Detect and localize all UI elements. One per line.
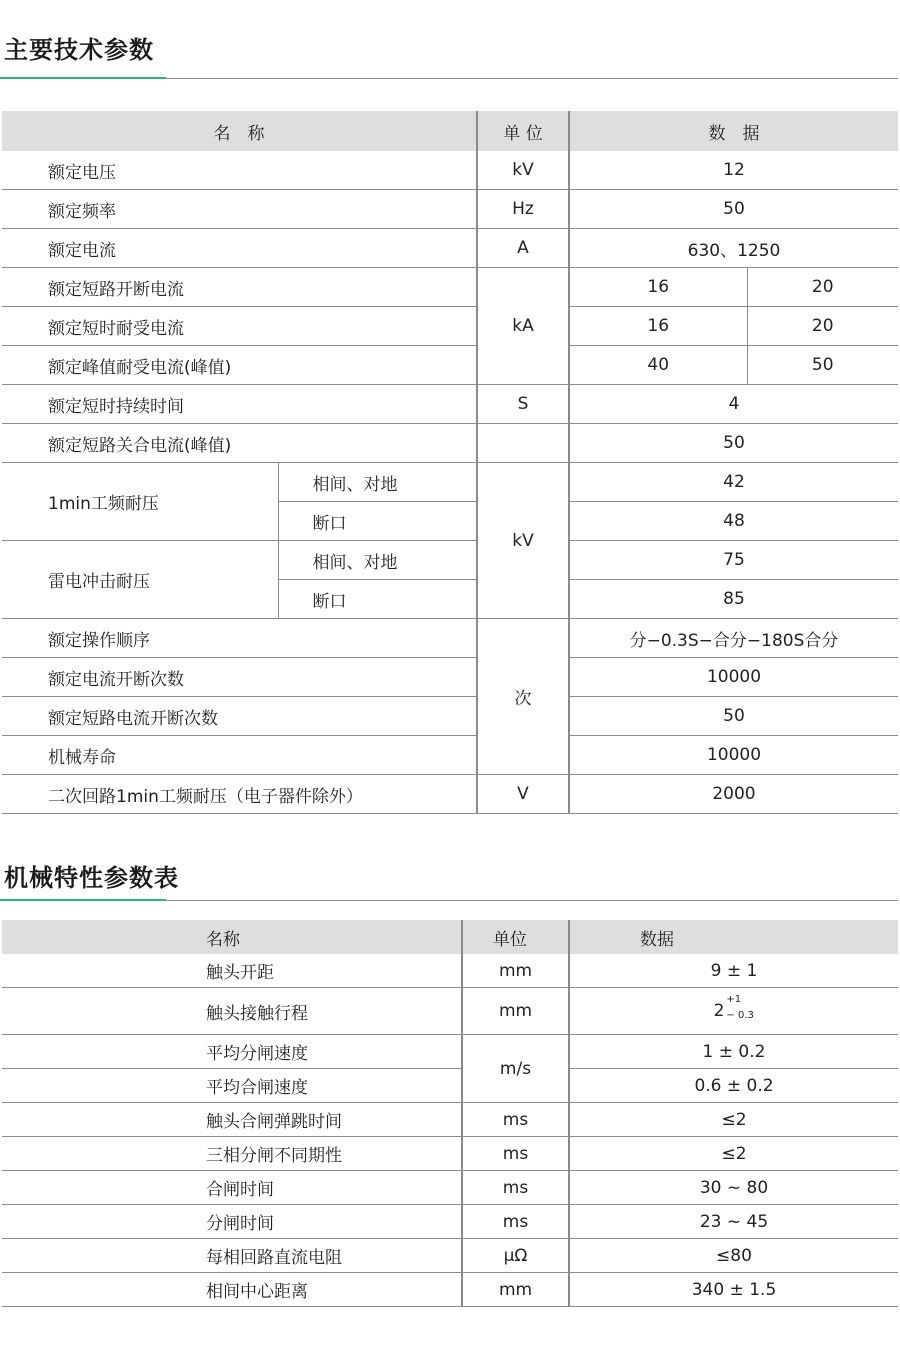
row-value: 50 <box>569 190 898 229</box>
table-row <box>2 385 898 424</box>
table-row <box>2 229 898 268</box>
row-value: 20 <box>747 307 898 346</box>
row-label: 触头开距 <box>2 954 462 988</box>
row-value: 4 <box>569 385 898 424</box>
row-value: ≤80 <box>569 1239 898 1273</box>
table-row <box>2 1103 898 1137</box>
row-value: 40 <box>569 346 747 385</box>
row-label: 触头接触行程 <box>2 988 462 1035</box>
header-name: 名 称 <box>2 111 477 151</box>
row-unit: ms <box>462 1137 569 1171</box>
table-header-row <box>2 920 898 954</box>
row-value: 2000 <box>569 775 898 814</box>
header-unit: 单 位 <box>477 111 569 151</box>
row-label: 额定短路电流开断次数 <box>2 697 477 736</box>
row-label: 额定电流开断次数 <box>2 658 477 697</box>
title-accent <box>0 77 166 79</box>
row-unit: S <box>477 385 569 424</box>
row-value: 23 ~ 45 <box>569 1205 898 1239</box>
row-value: 9 ± 1 <box>569 954 898 988</box>
row-value: 10000 <box>569 736 898 775</box>
row-value: 30 ~ 80 <box>569 1171 898 1205</box>
row-label: 相间中心距离 <box>2 1273 462 1307</box>
row-unit: A <box>477 229 569 268</box>
row-label: 额定短路关合电流(峰值) <box>2 424 477 463</box>
header-data: 数 据 <box>569 111 898 151</box>
row-value: 50 <box>747 346 898 385</box>
row-sublabel: 相间、对地 <box>278 463 477 502</box>
title-accent <box>0 899 166 901</box>
row-value: 630、1250 <box>569 229 898 268</box>
row-label: 1min工频耐压 <box>2 463 278 541</box>
table-row <box>2 1205 898 1239</box>
row-unit: mm <box>462 988 569 1035</box>
tolerance-lower: − 0.3 <box>726 1010 754 1021</box>
main-params-table <box>2 111 898 814</box>
row-value: 1 ± 0.2 <box>569 1035 898 1069</box>
row-unit: kV <box>477 463 569 619</box>
row-label: 额定频率 <box>2 190 477 229</box>
row-label: 平均分闸速度 <box>2 1035 462 1069</box>
table-row <box>2 988 898 1035</box>
row-sublabel: 断口 <box>278 580 477 619</box>
table-row <box>2 424 898 463</box>
table-row <box>2 1035 898 1069</box>
table-row <box>2 736 898 775</box>
row-unit: V <box>477 775 569 814</box>
table-row <box>2 463 898 502</box>
row-value: 50 <box>569 424 898 463</box>
row-unit: kA <box>477 268 569 385</box>
row-sublabel: 断口 <box>278 502 477 541</box>
table-row <box>2 307 898 346</box>
header-data: 数据 <box>569 920 898 954</box>
table-row <box>2 346 898 385</box>
row-label: 额定电流 <box>2 229 477 268</box>
table-row <box>2 541 898 580</box>
row-label: 雷电冲击耐压 <box>2 541 278 619</box>
row-value: 48 <box>569 502 898 541</box>
table-header-row <box>2 111 898 151</box>
row-value: 20 <box>747 268 898 307</box>
row-value <box>569 988 898 1035</box>
row-unit: ms <box>462 1205 569 1239</box>
row-label: 每相回路直流电阻 <box>2 1239 462 1273</box>
table-row <box>2 619 898 658</box>
row-unit: Hz <box>477 190 569 229</box>
row-unit <box>477 424 569 463</box>
row-unit: m/s <box>462 1035 569 1103</box>
row-value: 10000 <box>569 658 898 697</box>
tolerance <box>724 994 754 1021</box>
table-row <box>2 775 898 814</box>
row-unit: μΩ <box>462 1239 569 1273</box>
table-row <box>2 1273 898 1307</box>
table-row <box>2 1171 898 1205</box>
row-label: 三相分闸不同期性 <box>2 1137 462 1171</box>
row-value: ≤2 <box>569 1137 898 1171</box>
row-unit: ms <box>462 1103 569 1137</box>
table-row <box>2 190 898 229</box>
row-value: 42 <box>569 463 898 502</box>
header-unit: 单位 <box>462 920 569 954</box>
row-value: 85 <box>569 580 898 619</box>
row-unit: ms <box>462 1171 569 1205</box>
value-nominal: 2 <box>713 1001 725 1021</box>
table-row <box>2 1069 898 1103</box>
row-label: 额定短时耐受电流 <box>2 307 477 346</box>
row-label: 触头合闸弹跳时间 <box>2 1103 462 1137</box>
tolerance-upper: +1 <box>726 994 742 1005</box>
row-value: 16 <box>569 307 747 346</box>
row-value: 340 ± 1.5 <box>569 1273 898 1307</box>
table-row <box>2 658 898 697</box>
table-row <box>2 1137 898 1171</box>
row-value: 0.6 ± 0.2 <box>569 1069 898 1103</box>
mech-params-title: 机械特性参数表 <box>4 864 179 892</box>
row-value: 16 <box>569 268 747 307</box>
row-label: 额定短时持续时间 <box>2 385 477 424</box>
row-value: ≤2 <box>569 1103 898 1137</box>
row-unit: 次 <box>477 619 569 775</box>
table-row <box>2 1239 898 1273</box>
table-row <box>2 151 898 190</box>
row-value: 75 <box>569 541 898 580</box>
row-label: 合闸时间 <box>2 1171 462 1205</box>
row-label: 分闸时间 <box>2 1205 462 1239</box>
row-label: 额定操作顺序 <box>2 619 477 658</box>
row-value: 分−0.3S−合分−180S合分 <box>569 619 898 658</box>
row-label: 机械寿命 <box>2 736 477 775</box>
header-name: 名称 <box>2 920 462 954</box>
mech-params-table <box>2 920 898 1307</box>
row-value: 50 <box>569 697 898 736</box>
row-unit: kV <box>477 151 569 190</box>
row-unit: mm <box>462 954 569 988</box>
row-label: 平均合闸速度 <box>2 1069 462 1103</box>
table-row <box>2 954 898 988</box>
row-unit: mm <box>462 1273 569 1307</box>
row-value: 12 <box>569 151 898 190</box>
row-label: 额定短路开断电流 <box>2 268 477 307</box>
table-row <box>2 268 898 307</box>
row-label: 额定电压 <box>2 151 477 190</box>
main-params-title: 主要技术参数 <box>4 36 154 64</box>
row-label: 二次回路1min工频耐压（电子器件除外） <box>2 775 477 814</box>
row-label: 额定峰值耐受电流(峰值) <box>2 346 477 385</box>
row-sublabel: 相间、对地 <box>278 541 477 580</box>
table-row <box>2 697 898 736</box>
